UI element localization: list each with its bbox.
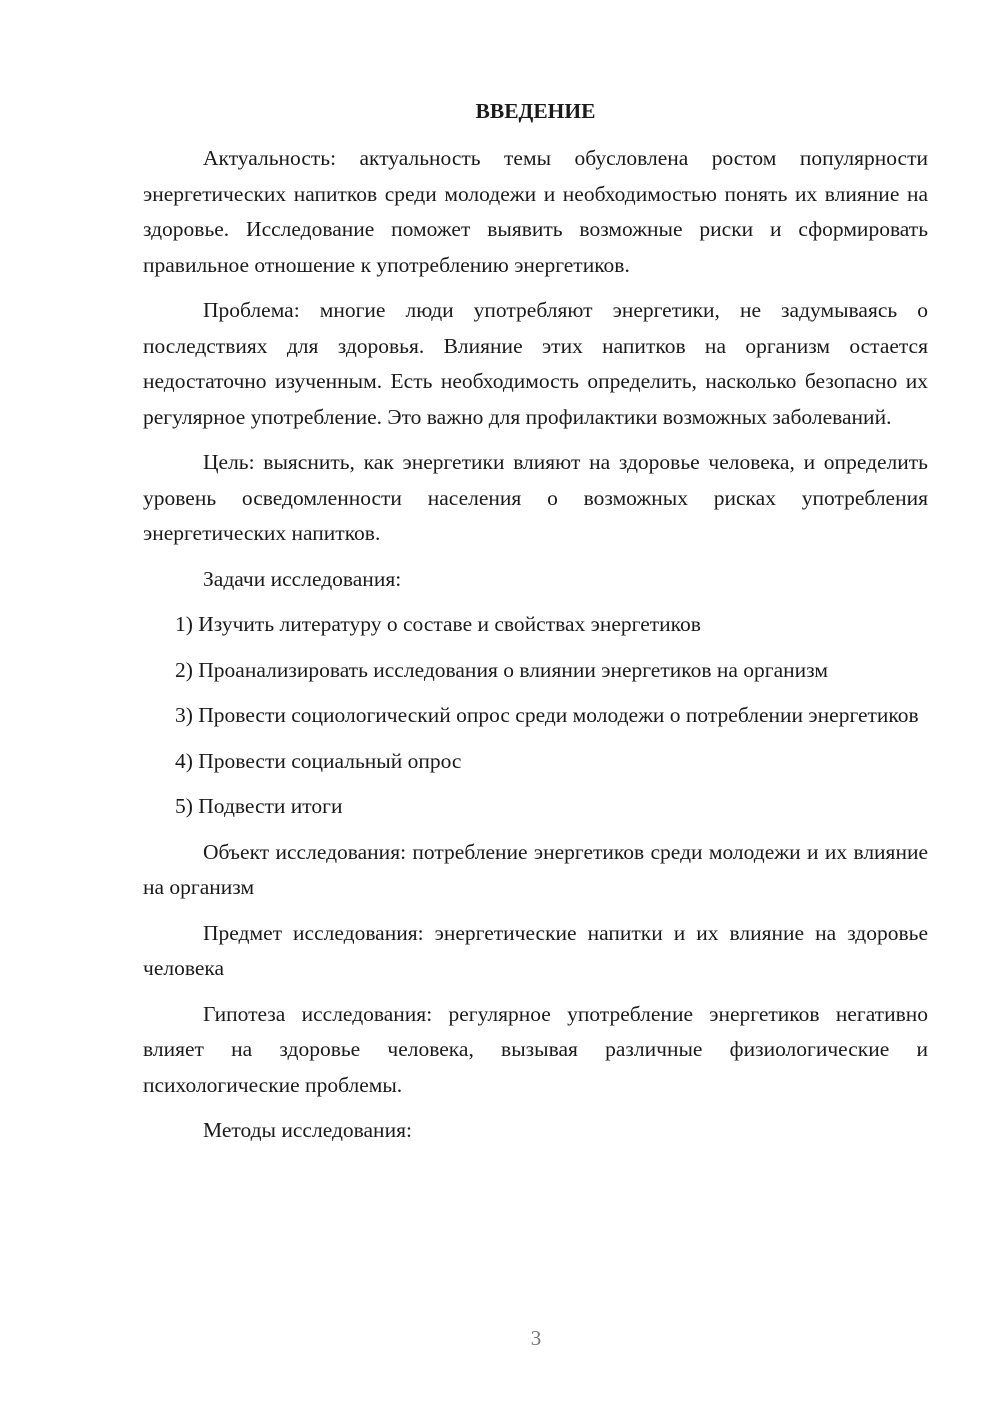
- object-paragraph: Объект исследования: потребление энергетиков среди молодежи и их влияние на организм: [143, 839, 928, 899]
- task-item-3: 3) Провести социологический опрос среди молодежи о потреблении энергетиков: [175, 703, 919, 727]
- problem-paragraph: Проблема: многие люди употребляют энергетики, не задумываясь о последствиях для здоровья. Влияние этих напитков на организм остается недостаточно изученным. Есть необходимость определить, насколько безопасно их регулярное употребление. Это важно для профилактики возможных заболеваний.: [143, 298, 928, 429]
- task-item-5: 5) Подвести итоги: [175, 794, 343, 818]
- hypothesis-paragraph: Гипотеза исследования: регулярное употребление энергетиков негативно влияет на здоровье человека, вызывая различные физиологические и психологические проблемы.: [143, 1001, 928, 1097]
- page-heading: ВВЕДЕНИЕ: [475, 99, 596, 123]
- subject-paragraph: Предмет исследования: энергетические напитки и их влияние на здоровье человека: [143, 920, 928, 980]
- goal-paragraph: Цель: выяснить, как энергетики влияют на здоровье человека, и определить уровень осведомленности населения о возможных рисках употребления энергетических напитков.: [143, 450, 928, 545]
- task-item-2: 2) Проанализировать исследования о влиянии энергетиков на организм: [175, 657, 828, 682]
- tasks-heading: Задачи исследования:: [203, 566, 402, 591]
- task-item-1: 1) Изучить литературу о составе и свойствах энергетиков: [175, 612, 701, 636]
- document-page: [143, 92, 928, 1159]
- task-item-4: 4) Провести социальный опрос: [175, 748, 462, 773]
- methods-heading: Методы исследования:: [203, 1118, 412, 1142]
- relevance-paragraph: Актуальность: актуальность темы обусловлена ростом популярности энергетических напитков среди молодежи и необходимостью понять их влияние на здоровье. Исследование поможет выявить возможные риски и сформировать правильное отношение к употреблению энергетиков.: [143, 146, 928, 277]
- page-number: 3: [530, 1326, 542, 1350]
